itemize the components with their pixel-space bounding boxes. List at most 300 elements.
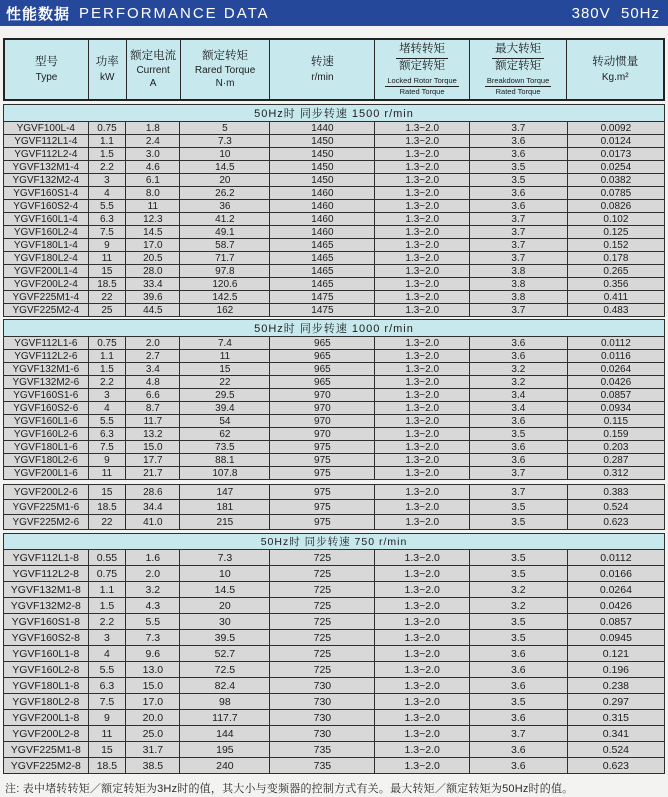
model-cell: YGVF200L2-6 — [4, 485, 89, 500]
table-row — [4, 550, 665, 566]
value-cell: 725 — [270, 582, 375, 598]
value-cell: 25.0 — [126, 726, 180, 742]
section-header-label: 50Hz时 同步转速 1000 r/min — [4, 320, 665, 337]
value-cell: 5.5 — [126, 614, 180, 630]
table-row — [4, 304, 665, 317]
value-cell: 3 — [88, 389, 126, 402]
value-cell: 82.4 — [180, 678, 270, 694]
col-header-power: 功率 kW — [88, 39, 126, 100]
value-cell: 1475 — [270, 304, 375, 317]
table-row — [4, 239, 665, 252]
value-cell: 3.4 — [126, 363, 180, 376]
value-cell: 3.6 — [469, 678, 567, 694]
value-cell: 98 — [180, 694, 270, 710]
value-cell: 0.203 — [567, 441, 664, 454]
value-cell: 1475 — [270, 291, 375, 304]
model-cell: YGVF160S1-6 — [4, 389, 89, 402]
value-cell: 6.6 — [126, 389, 180, 402]
value-cell: 6.3 — [88, 213, 126, 226]
value-cell: 120.6 — [180, 278, 270, 291]
table-row — [4, 467, 665, 480]
value-cell: 14.5 — [180, 161, 270, 174]
value-cell: 4 — [88, 402, 126, 415]
table-section-2 — [3, 319, 665, 480]
value-cell: 3.6 — [469, 350, 567, 363]
model-cell: YGVF112L1-4 — [4, 135, 89, 148]
value-cell: 3.6 — [469, 148, 567, 161]
value-cell: 1.1 — [88, 135, 126, 148]
value-cell: 1.3~2.0 — [375, 213, 470, 226]
value-cell: 1450 — [270, 161, 375, 174]
value-cell: 30 — [180, 614, 270, 630]
value-cell: 1.3~2.0 — [375, 678, 470, 694]
value-cell: 0.55 — [88, 550, 126, 566]
value-cell: 1.3~2.0 — [375, 389, 470, 402]
section-header-row — [4, 105, 665, 122]
model-cell: YGVF132M1-4 — [4, 161, 89, 174]
value-cell: 4.8 — [126, 376, 180, 389]
value-cell: 3.8 — [469, 291, 567, 304]
value-cell: 11 — [126, 200, 180, 213]
model-cell: YGVF180L2-4 — [4, 252, 89, 265]
value-cell: 1.3~2.0 — [375, 402, 470, 415]
value-cell: 195 — [180, 742, 270, 758]
value-cell: 41.2 — [180, 213, 270, 226]
value-cell: 3.7 — [469, 252, 567, 265]
value-cell: 3.6 — [469, 742, 567, 758]
table-row — [4, 122, 665, 135]
model-cell: YGVF112L1-8 — [4, 550, 89, 566]
value-cell: 22 — [88, 515, 126, 530]
model-cell: YGVF160L1-4 — [4, 213, 89, 226]
value-cell: 2.7 — [126, 350, 180, 363]
value-cell: 3.6 — [469, 710, 567, 726]
table-row — [4, 485, 665, 500]
value-cell: 0.0857 — [567, 614, 664, 630]
value-cell: 97.8 — [180, 265, 270, 278]
value-cell: 28.6 — [126, 485, 180, 500]
value-cell: 7.5 — [88, 694, 126, 710]
value-cell: 725 — [270, 550, 375, 566]
value-cell: 3 — [88, 630, 126, 646]
value-cell: 1460 — [270, 213, 375, 226]
value-cell: 730 — [270, 726, 375, 742]
value-cell: 12.3 — [126, 213, 180, 226]
model-cell: YGVF180L1-8 — [4, 678, 89, 694]
value-cell: 5.5 — [88, 662, 126, 678]
table-row — [4, 415, 665, 428]
value-cell: 9.6 — [126, 646, 180, 662]
value-cell: 3.5 — [469, 550, 567, 566]
value-cell: 39.4 — [180, 402, 270, 415]
value-cell: 39.5 — [180, 630, 270, 646]
table-row — [4, 389, 665, 402]
value-cell: 1460 — [270, 187, 375, 200]
table-row — [4, 174, 665, 187]
value-cell: 0.0426 — [567, 598, 664, 614]
table-section-3 — [3, 484, 665, 530]
col-header-breakdown-torque-ratio: 最大转矩 额定转矩 Breakdown Torque Rated Torque — [469, 39, 567, 100]
value-cell: 0.75 — [88, 337, 126, 350]
model-cell: YGVF200L1-8 — [4, 710, 89, 726]
value-cell: 4.6 — [126, 161, 180, 174]
value-cell: 3.6 — [469, 337, 567, 350]
table-row — [4, 135, 665, 148]
table-row — [4, 630, 665, 646]
value-cell: 0.0857 — [567, 389, 664, 402]
value-cell: 0.0785 — [567, 187, 664, 200]
value-cell: 1.5 — [88, 598, 126, 614]
value-cell: 1.3~2.0 — [375, 265, 470, 278]
value-cell: 8.0 — [126, 187, 180, 200]
table-row — [4, 291, 665, 304]
value-cell: 3.7 — [469, 485, 567, 500]
value-cell: 1.3~2.0 — [375, 363, 470, 376]
col-header-speed: 转速 r/min — [270, 39, 375, 100]
section-header-row — [4, 534, 665, 550]
value-cell: 6.3 — [88, 678, 126, 694]
value-cell: 0.623 — [567, 758, 664, 774]
value-cell: 25 — [88, 304, 126, 317]
section-header-label: 50Hz时 同步转速 750 r/min — [4, 534, 665, 550]
model-cell: YGVF160L1-8 — [4, 646, 89, 662]
col-header-locked-rotor-torque-ratio: 堵转转矩 额定转矩 Locked Rotor Torque Rated Torque — [375, 39, 469, 100]
model-cell: YGVF180L2-6 — [4, 454, 89, 467]
voltage-frequency-label: 380V 50Hz — [571, 4, 660, 22]
value-cell: 0.341 — [567, 726, 664, 742]
value-cell: 975 — [270, 500, 375, 515]
value-cell: 162 — [180, 304, 270, 317]
value-cell: 13.2 — [126, 428, 180, 441]
column-header-table — [3, 38, 665, 101]
model-cell: YGVF225M2-6 — [4, 515, 89, 530]
col-header-moment-of-inertia: 转动惯量 Kg.m² — [567, 39, 664, 100]
value-cell: 1.3~2.0 — [375, 662, 470, 678]
value-cell: 1.3~2.0 — [375, 467, 470, 480]
value-cell: 31.7 — [126, 742, 180, 758]
value-cell: 107.8 — [180, 467, 270, 480]
value-cell: 1.3~2.0 — [375, 376, 470, 389]
value-cell: 970 — [270, 415, 375, 428]
value-cell: 0.115 — [567, 415, 664, 428]
table-row — [4, 758, 665, 774]
model-cell: YGVF112L2-6 — [4, 350, 89, 363]
value-cell: 0.265 — [567, 265, 664, 278]
value-cell: 3.6 — [469, 441, 567, 454]
value-cell: 0.159 — [567, 428, 664, 441]
value-cell: 54 — [180, 415, 270, 428]
value-cell: 3.6 — [469, 646, 567, 662]
table-row — [4, 646, 665, 662]
value-cell: 5.5 — [88, 200, 126, 213]
value-cell: 0.0254 — [567, 161, 664, 174]
value-cell: 20 — [180, 174, 270, 187]
value-cell: 0.383 — [567, 485, 664, 500]
value-cell: 1.1 — [88, 350, 126, 363]
value-cell: 142.5 — [180, 291, 270, 304]
value-cell: 18.5 — [88, 500, 126, 515]
value-cell: 6.3 — [88, 428, 126, 441]
model-cell: YGVF225M1-8 — [4, 742, 89, 758]
value-cell: 0.102 — [567, 213, 664, 226]
value-cell: 1.3~2.0 — [375, 122, 470, 135]
page-title-zh: 性能数据 — [6, 5, 71, 23]
table-row — [4, 726, 665, 742]
value-cell: 1.3~2.0 — [375, 200, 470, 213]
table-row — [4, 710, 665, 726]
value-cell: 0.524 — [567, 742, 664, 758]
value-cell: 0.0945 — [567, 630, 664, 646]
value-cell: 1465 — [270, 239, 375, 252]
value-cell: 1.3~2.0 — [375, 252, 470, 265]
value-cell: 17.7 — [126, 454, 180, 467]
table-row — [4, 148, 665, 161]
table-row — [4, 337, 665, 350]
value-cell: 2.0 — [126, 337, 180, 350]
value-cell: 13.0 — [126, 662, 180, 678]
value-cell: 14.5 — [180, 582, 270, 598]
model-cell: YGVF160L2-4 — [4, 226, 89, 239]
value-cell: 1.5 — [88, 363, 126, 376]
model-cell: YGVF160L2-8 — [4, 662, 89, 678]
value-cell: 1.3~2.0 — [375, 582, 470, 598]
value-cell: 17.0 — [126, 239, 180, 252]
value-cell: 3.5 — [469, 614, 567, 630]
value-cell: 33.4 — [126, 278, 180, 291]
value-cell: 0.238 — [567, 678, 664, 694]
model-cell: YGVF112L2-4 — [4, 148, 89, 161]
value-cell: 3.6 — [469, 187, 567, 200]
value-cell: 975 — [270, 441, 375, 454]
value-cell: 0.623 — [567, 515, 664, 530]
value-cell: 725 — [270, 566, 375, 582]
page-title — [6, 3, 270, 24]
value-cell: 0.0116 — [567, 350, 664, 363]
value-cell: 11.7 — [126, 415, 180, 428]
value-cell: 1.3~2.0 — [375, 187, 470, 200]
value-cell: 970 — [270, 428, 375, 441]
value-cell: 147 — [180, 485, 270, 500]
model-cell: YGVF112L1-6 — [4, 337, 89, 350]
value-cell: 0.75 — [88, 566, 126, 582]
value-cell: 0.196 — [567, 662, 664, 678]
value-cell: 975 — [270, 515, 375, 530]
value-cell: 3.4 — [469, 402, 567, 415]
value-cell: 0.0426 — [567, 376, 664, 389]
table-row — [4, 428, 665, 441]
footnote: 注: 表中堵转转矩／额定转矩为3Hz时的值，其大小与变频器的控制方式有关。最大转矩／额定转矩为50Hz时的值。 — [5, 783, 574, 796]
value-cell: 0.0382 — [567, 174, 664, 187]
table-row — [4, 252, 665, 265]
value-cell: 730 — [270, 710, 375, 726]
value-cell: 1450 — [270, 135, 375, 148]
value-cell: 7.3 — [180, 550, 270, 566]
value-cell: 1.3~2.0 — [375, 742, 470, 758]
value-cell: 9 — [88, 239, 126, 252]
model-cell: YGVF160S2-4 — [4, 200, 89, 213]
table-row — [4, 402, 665, 415]
value-cell: 1.3~2.0 — [375, 515, 470, 530]
value-cell: 72.5 — [180, 662, 270, 678]
value-cell: 15 — [180, 363, 270, 376]
value-cell: 21.7 — [126, 467, 180, 480]
title-bar — [0, 0, 668, 26]
value-cell: 7.5 — [88, 226, 126, 239]
value-cell: 3.6 — [469, 758, 567, 774]
value-cell: 1460 — [270, 200, 375, 213]
value-cell: 9 — [88, 710, 126, 726]
model-cell: YGVF132M1-6 — [4, 363, 89, 376]
value-cell: 3.7 — [469, 467, 567, 480]
value-cell: 1460 — [270, 226, 375, 239]
model-cell: YGVF225M1-4 — [4, 291, 89, 304]
table-row — [4, 515, 665, 530]
table-row — [4, 662, 665, 678]
table-row — [4, 598, 665, 614]
value-cell: 1.3~2.0 — [375, 304, 470, 317]
model-cell: YGVF200L1-4 — [4, 265, 89, 278]
table-row — [4, 678, 665, 694]
value-cell: 3.5 — [469, 515, 567, 530]
value-cell: 0.411 — [567, 291, 664, 304]
value-cell: 26.2 — [180, 187, 270, 200]
value-cell: 15 — [88, 742, 126, 758]
value-cell: 1.3~2.0 — [375, 710, 470, 726]
value-cell: 725 — [270, 614, 375, 630]
value-cell: 2.2 — [88, 376, 126, 389]
value-cell: 1.3~2.0 — [375, 485, 470, 500]
value-cell: 1440 — [270, 122, 375, 135]
value-cell: 970 — [270, 402, 375, 415]
page-title-en: PERFORMANCE DATA — [79, 4, 270, 22]
value-cell: 1450 — [270, 174, 375, 187]
value-cell: 1.3~2.0 — [375, 500, 470, 515]
section-header-label: 50Hz时 同步转速 1500 r/min — [4, 105, 665, 122]
value-cell: 3.5 — [469, 500, 567, 515]
value-cell: 0.75 — [88, 122, 126, 135]
model-cell: YGVF225M2-8 — [4, 758, 89, 774]
model-cell: YGVF160S1-8 — [4, 614, 89, 630]
table-row — [4, 350, 665, 363]
table-row — [4, 363, 665, 376]
value-cell: 38.5 — [126, 758, 180, 774]
value-cell: 0.524 — [567, 500, 664, 515]
value-cell: 1.3~2.0 — [375, 694, 470, 710]
table-row — [4, 265, 665, 278]
value-cell: 15 — [88, 485, 126, 500]
model-cell: YGVF200L2-4 — [4, 278, 89, 291]
table-row — [4, 694, 665, 710]
value-cell: 3.7 — [469, 226, 567, 239]
value-cell: 58.7 — [180, 239, 270, 252]
value-cell: 71.7 — [180, 252, 270, 265]
table-row — [4, 454, 665, 467]
value-cell: 3.5 — [469, 161, 567, 174]
value-cell: 20.0 — [126, 710, 180, 726]
value-cell: 36 — [180, 200, 270, 213]
value-cell: 975 — [270, 467, 375, 480]
value-cell: 52.7 — [180, 646, 270, 662]
value-cell: 10 — [180, 566, 270, 582]
value-cell: 1465 — [270, 278, 375, 291]
value-cell: 2.2 — [88, 614, 126, 630]
value-cell: 34.4 — [126, 500, 180, 515]
value-cell: 39.6 — [126, 291, 180, 304]
model-cell: YGVF132M1-8 — [4, 582, 89, 598]
value-cell: 11 — [88, 252, 126, 265]
value-cell: 965 — [270, 363, 375, 376]
value-cell: 215 — [180, 515, 270, 530]
value-cell: 965 — [270, 350, 375, 363]
value-cell: 6.1 — [126, 174, 180, 187]
value-cell: 0.287 — [567, 454, 664, 467]
value-cell: 3.6 — [469, 454, 567, 467]
table-row — [4, 226, 665, 239]
value-cell: 15.0 — [126, 678, 180, 694]
value-cell: 0.356 — [567, 278, 664, 291]
value-cell: 1.6 — [126, 550, 180, 566]
value-cell: 28.0 — [126, 265, 180, 278]
value-cell: 1.3~2.0 — [375, 174, 470, 187]
value-cell: 975 — [270, 485, 375, 500]
table-row — [4, 742, 665, 758]
value-cell: 730 — [270, 678, 375, 694]
value-cell: 1.3~2.0 — [375, 598, 470, 614]
model-cell: YGVF132M2-4 — [4, 174, 89, 187]
value-cell: 5.5 — [88, 415, 126, 428]
value-cell: 725 — [270, 662, 375, 678]
section-header-row — [4, 320, 665, 337]
value-cell: 3.7 — [469, 726, 567, 742]
value-cell: 11 — [88, 467, 126, 480]
value-cell: 1.3~2.0 — [375, 161, 470, 174]
value-cell: 3.6 — [469, 200, 567, 213]
value-cell: 2.2 — [88, 161, 126, 174]
table-row — [4, 161, 665, 174]
value-cell: 1.3~2.0 — [375, 148, 470, 161]
value-cell: 1465 — [270, 252, 375, 265]
value-cell: 18.5 — [88, 758, 126, 774]
value-cell: 15.0 — [126, 441, 180, 454]
value-cell: 0.0173 — [567, 148, 664, 161]
model-cell: YGVF132M2-6 — [4, 376, 89, 389]
column-header-row — [4, 39, 664, 100]
value-cell: 725 — [270, 598, 375, 614]
value-cell: 965 — [270, 376, 375, 389]
value-cell: 965 — [270, 337, 375, 350]
value-cell: 1.3~2.0 — [375, 428, 470, 441]
table-row — [4, 213, 665, 226]
value-cell: 0.312 — [567, 467, 664, 480]
value-cell: 7.5 — [88, 441, 126, 454]
value-cell: 10 — [180, 148, 270, 161]
value-cell: 62 — [180, 428, 270, 441]
table-body-sections — [3, 104, 665, 774]
value-cell: 7.4 — [180, 337, 270, 350]
value-cell: 3.7 — [469, 304, 567, 317]
value-cell: 975 — [270, 454, 375, 467]
value-cell: 1.3~2.0 — [375, 350, 470, 363]
model-cell: YGVF100L-4 — [4, 122, 89, 135]
value-cell: 117.7 — [180, 710, 270, 726]
value-cell: 3.7 — [469, 239, 567, 252]
value-cell: 3.2 — [126, 582, 180, 598]
value-cell: 0.178 — [567, 252, 664, 265]
value-cell: 3.8 — [469, 265, 567, 278]
value-cell: 3.8 — [469, 278, 567, 291]
value-cell: 1.3~2.0 — [375, 566, 470, 582]
model-cell: YGVF132M2-8 — [4, 598, 89, 614]
